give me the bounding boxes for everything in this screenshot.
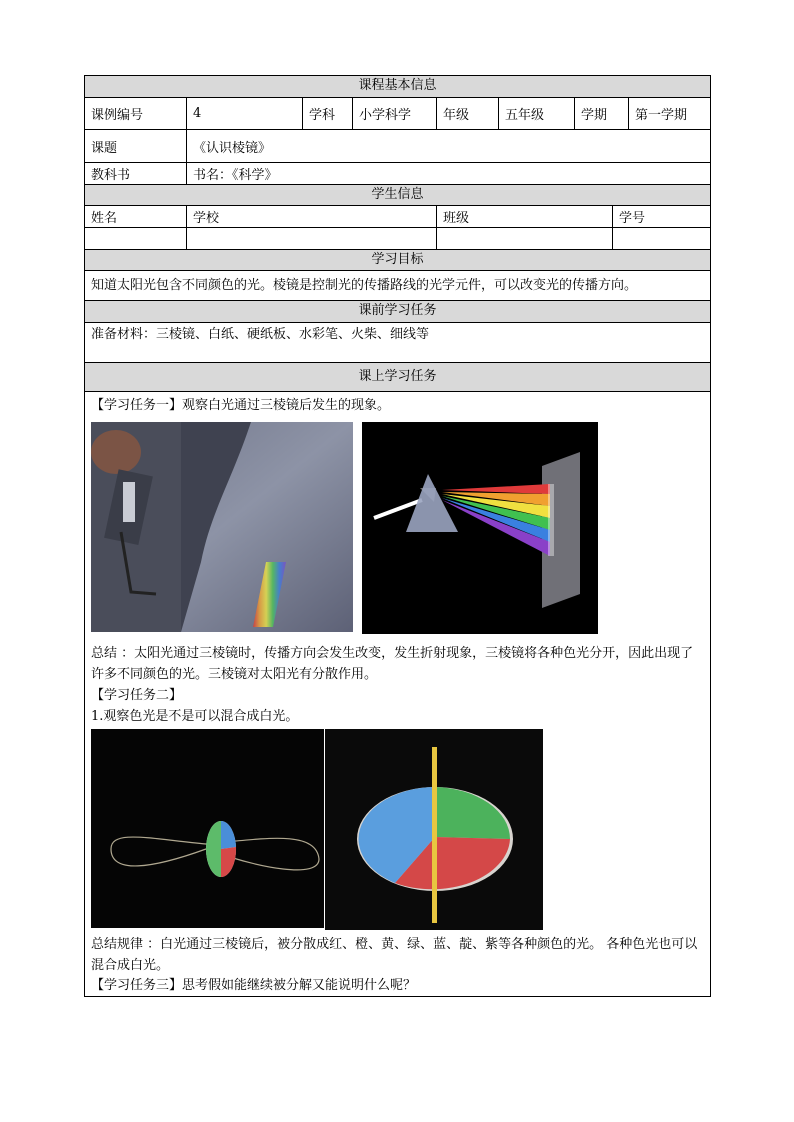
lesson-id-value: 4 — [187, 98, 303, 129]
prism-photo — [91, 422, 353, 632]
goal-row — [85, 271, 710, 301]
summary1-text: 总结 ：太阳光通过三棱镜时，传播方向会发生改变，发生折射现象，三棱镜将各种色光分开，因此出现了许多不同颜色的光。三棱镜对太阳光有分散作用。 — [91, 646, 694, 682]
task1-title: 【学习任务一】观察白光通过三棱镜后发生的现象。 — [91, 398, 391, 413]
section-header-pre-task — [85, 301, 710, 323]
section-title: 课前学习任务 — [358, 303, 437, 318]
term-label: 学期 — [575, 98, 629, 129]
class-label: 班级 — [437, 206, 613, 227]
grade-label: 年级 — [437, 98, 499, 129]
class-value[interactable] — [437, 228, 613, 249]
task2-item: 1.观察色光是不是可以混合成白光。 — [91, 709, 299, 724]
student-id-label: 学号 — [619, 211, 646, 226]
textbook-row — [85, 163, 710, 185]
name-label: 姓名 — [85, 206, 187, 227]
textbook-label: 教科书 — [85, 163, 187, 184]
term-value: 第一学期 — [635, 108, 688, 123]
section-title: 学生信息 — [371, 187, 424, 202]
section-title: 课上学习任务 — [358, 369, 437, 384]
section-header-goal — [85, 250, 710, 271]
color-top-photo — [325, 729, 543, 930]
section-header-student-info — [85, 185, 710, 206]
section-header-basic-info — [85, 76, 710, 98]
student-values-row — [85, 228, 710, 250]
name-value[interactable] — [85, 228, 187, 249]
color-wheel-string-photo — [91, 729, 324, 928]
summary2-text: 总结规律 ：白光通过三棱镜后，被分散成红、橙、黄、绿、蓝、靛、紫等各种颜色的光。 各种色光也可以混合成白光。 — [91, 937, 698, 973]
section-title: 课程基本信息 — [358, 78, 437, 93]
worksheet-table — [84, 75, 711, 997]
section-header-class-task — [85, 363, 710, 392]
school-label: 学校 — [187, 206, 437, 227]
prism-dispersion-image — [362, 422, 598, 634]
topic-row — [85, 130, 710, 163]
topic-value: 《认识棱镜》 — [193, 140, 272, 156]
student-fields-row — [85, 206, 710, 228]
course-info-row — [85, 98, 710, 130]
school-value[interactable] — [187, 228, 437, 249]
topic-label: 课题 — [85, 130, 187, 162]
goal-text: 知道太阳光包含不同颜色的光。棱镜是控制光的传播路线的光学元件，可以改变光的传播方向。 — [91, 278, 638, 293]
grade-value: 五年级 — [499, 98, 575, 129]
section-title: 学习目标 — [371, 252, 424, 267]
subject-value: 小学科学 — [353, 98, 437, 129]
task3-text: 【学习任务三】思考假如能继续被分解又能说明什么呢？ — [91, 978, 417, 993]
student-id-value[interactable] — [613, 228, 710, 249]
textbook-value: 书名：《科学》 — [193, 168, 278, 183]
task2-title: 【学习任务二】 — [91, 688, 183, 703]
pre-task-text: 准备材料：三棱镜、白纸、硬纸板、水彩笔、火柴、细线等 — [91, 327, 430, 342]
lesson-id-label: 课例编号 — [85, 98, 187, 129]
pre-task-row — [85, 323, 710, 363]
subject-label: 学科 — [303, 98, 353, 129]
